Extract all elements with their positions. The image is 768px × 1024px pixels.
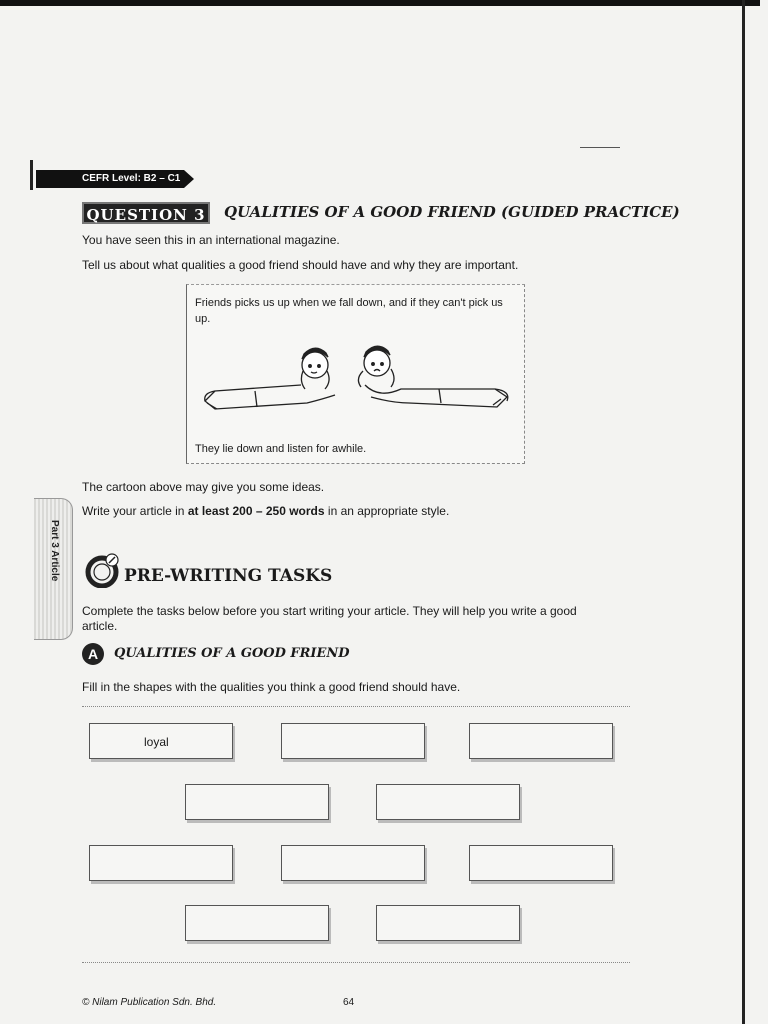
dotted-rule-top xyxy=(82,706,630,708)
cartoon-box xyxy=(186,284,525,464)
quality-shape-2[interactable] xyxy=(281,723,425,759)
section-a-instruction: Fill in the shapes with the qualities you think a good friend should have. xyxy=(82,680,461,694)
stray-mark xyxy=(580,147,620,148)
word-count: at least 200 – 250 words xyxy=(187,504,325,518)
word-count-instruction xyxy=(82,504,449,518)
margin-mark xyxy=(30,160,33,190)
publisher-credit: © Nilam Publication Sdn. Bhd. xyxy=(82,997,217,1008)
question-intro-1: You have seen this in an international magazine. xyxy=(82,233,340,247)
cartoon-caption-top: Friends picks us up when we fall down, and if they can't pick us up. xyxy=(195,297,503,325)
quality-shape-9[interactable] xyxy=(185,905,329,941)
task-suffix: in an appropriate style. xyxy=(324,504,450,518)
quality-shape-1-text: loyal xyxy=(144,735,169,749)
page-number: 64 xyxy=(343,997,355,1008)
question-badge: QUESTION 3 xyxy=(82,202,210,224)
prewriting-text-line1: Complete the tasks below before you start writing your article. They will help you write a good xyxy=(82,604,577,618)
quality-shape-10[interactable] xyxy=(376,905,520,941)
prewriting-text-line2: article. xyxy=(82,619,118,633)
two-boys-cartoon xyxy=(195,341,517,421)
cartoon-caption-bottom: They lie down and listen for awhile. xyxy=(195,443,367,455)
quality-shape-3[interactable] xyxy=(469,723,613,759)
pencil-circle-icon xyxy=(84,552,120,588)
section-a-title: QUALITIES OF A GOOD FRIEND xyxy=(114,646,350,661)
quality-shape-7[interactable] xyxy=(281,845,425,881)
section-a-badge: A xyxy=(82,643,104,665)
page-edge xyxy=(742,0,745,1024)
cartoon-hint: The cartoon above may give you some ideas. xyxy=(82,480,325,494)
cefr-level-tab xyxy=(36,170,184,188)
question-title: QUALITIES OF A GOOD FRIEND (GUIDED PRACTICE) xyxy=(224,203,680,221)
quality-shape-6[interactable] xyxy=(89,845,233,881)
quality-shape-5[interactable] xyxy=(376,784,520,820)
question-intro-2: Tell us about what qualities a good friend should have and why they are important. xyxy=(82,258,519,272)
prewriting-title: PRE-WRITING TASKS xyxy=(124,566,333,586)
top-border xyxy=(0,0,760,6)
dotted-rule-bottom xyxy=(82,962,630,964)
task-prefix: Write your article in xyxy=(82,504,188,518)
cefr-level-label: CEFR Level: B2 – C1 xyxy=(82,173,181,184)
part-side-tab-label: Part 3 Article xyxy=(49,520,60,582)
quality-shape-4[interactable] xyxy=(185,784,329,820)
quality-shape-8[interactable] xyxy=(469,845,613,881)
quality-shape-1[interactable] xyxy=(89,723,233,759)
